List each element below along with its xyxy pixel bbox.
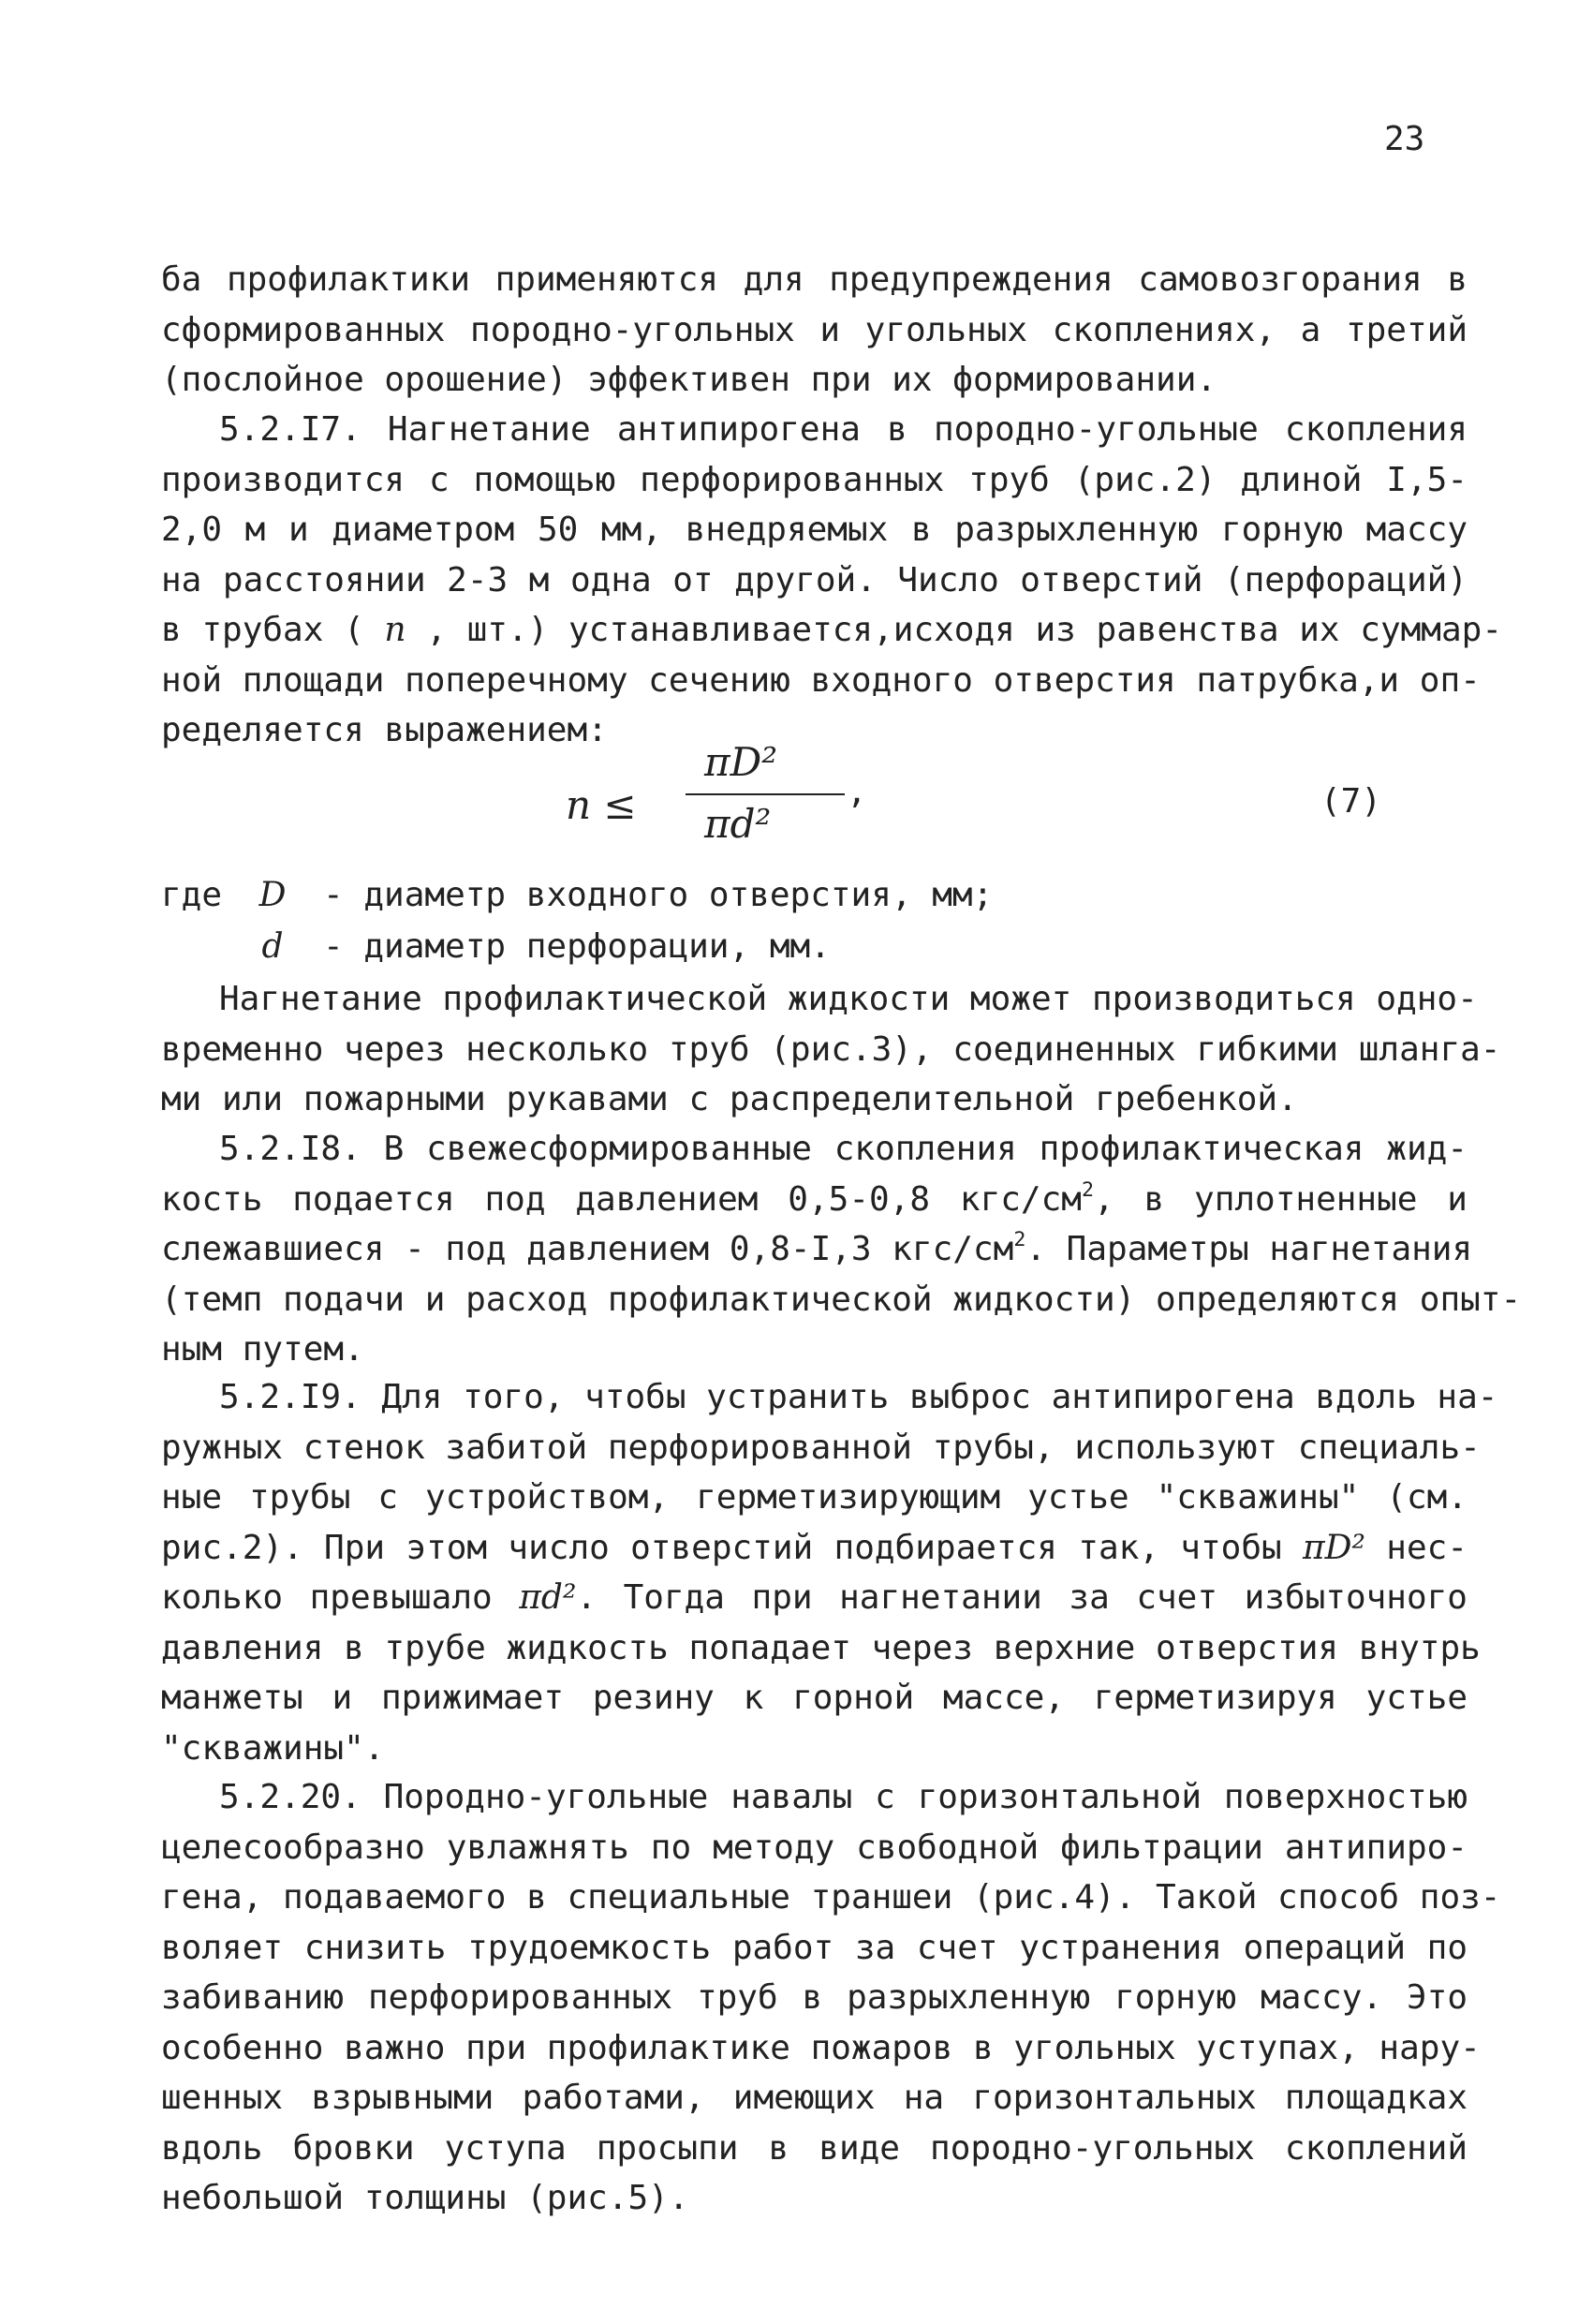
math-expression: πD² <box>1303 1528 1365 1567</box>
paragraph-5-2-19 <box>161 1372 1498 1773</box>
text-line: особенно важно при профилактике пожаров в угольных уступах, нару- <box>161 2028 1481 2067</box>
symbol-n: n <box>384 611 406 649</box>
text-line: воляет снизить трудоемкость работ за счет устранения операций по <box>161 1928 1468 1967</box>
text-line: ным путем. <box>161 1330 364 1369</box>
definition-symbol: D <box>258 876 287 914</box>
text-fragment: . Параметры нагнетания <box>1025 1230 1473 1268</box>
definition-text: - диаметр перфорации, мм. <box>323 927 831 966</box>
text-line <box>161 1175 1468 1225</box>
math-expression: πd² <box>519 1578 577 1617</box>
page-number: 23 <box>1384 120 1425 158</box>
text-line: ба профилактики применяются для предупреждения самовозгорания в <box>161 260 1468 299</box>
formula-numerator: πD² <box>704 739 778 785</box>
definition-prefix: где <box>161 876 223 914</box>
text-line: 5.2.I9. Для того, чтобы устранить выброс антипирогена вдоль на- <box>219 1378 1498 1416</box>
text-line: ружных стенок забитой перфорированной трубы, используют специаль- <box>161 1428 1481 1467</box>
text-fragment: колько превышало <box>161 1578 520 1617</box>
text-line: производится с помощью перфорированных труб (рис.2) длиной I,5- <box>161 460 1468 499</box>
text-fragment: , в уплотненные и <box>1093 1179 1468 1219</box>
text-line: 5.2.I8. В свежесформированные скопления профилактическая жид- <box>219 1130 1468 1168</box>
text-line <box>161 1573 1468 1623</box>
text-line: "скважины". <box>161 1728 385 1768</box>
formula-7 <box>161 735 1468 857</box>
text-line: 5.2.I7. Нагнетание антипирогена в породно-угольные скопления <box>219 410 1468 449</box>
superscript: 2 <box>1081 1177 1094 1202</box>
text-line: ми или пожарными рукавами с распределительной гребенкой. <box>161 1080 1298 1118</box>
text-line <box>161 1523 1468 1574</box>
paragraph-5-2-18 <box>161 1124 1522 1375</box>
text-fragment: , шт.) устанавливается,исходя из равенства их суммар- <box>406 611 1502 649</box>
formula-lhs: n ≤ <box>566 782 637 828</box>
paragraph-5-2-20 <box>161 1772 1501 2224</box>
definition-D <box>161 870 993 921</box>
text-line: (послойное орошение) эффективен при их формировании. <box>161 361 1217 399</box>
formula-denominator: πd² <box>704 801 772 847</box>
text-fragment: рис.2). При этом число отверстий подбирается так, чтобы <box>161 1528 1303 1567</box>
text-fragment: нес- <box>1364 1528 1468 1567</box>
text-line: временно через несколько труб (рис.3), соединенных гибкими шланга- <box>161 1029 1501 1069</box>
text-line <box>161 605 1502 656</box>
text-line: небольшой толщины (рис.5). <box>161 2179 689 2217</box>
text-line: гена, подаваемого в специальные траншеи (рис.4). Такой способ поз- <box>161 1878 1501 1917</box>
text-line: (темп подачи и расход профилактической жидкости) определяются опыт- <box>161 1280 1522 1319</box>
equation-number: (7) <box>1320 782 1382 821</box>
text-line: ной площади поперечному сечению входного отверстия патрубка,и оп- <box>161 660 1481 700</box>
paragraph-continuation <box>161 255 1468 406</box>
text-line <box>161 1224 1473 1275</box>
text-fragment: слежавшиеся - под давлением 0,8-I,3 кгс/см <box>161 1230 1014 1268</box>
text-line: 2,0 м и диаметром 50 мм, внедряемых в разрыхленную горную массу <box>161 511 1468 549</box>
text-line: на расстоянии 2-3 м одна от другой. Число отверстий (перфораций) <box>161 560 1468 600</box>
text-line: ные трубы с устройством, герметизирующим устье "скважины" (см. <box>161 1478 1468 1517</box>
fraction-bar <box>686 793 845 795</box>
superscript: 2 <box>1013 1227 1026 1251</box>
paragraph-5-2-17 <box>161 405 1502 756</box>
definition-d <box>161 922 831 972</box>
paragraph-injection <box>161 974 1501 1125</box>
text-fragment: . Тогда при нагнетании за счет избыточного <box>576 1578 1468 1617</box>
text-line: забиванию перфорированных труб в разрыхленную горную массу. Это <box>161 1978 1468 2017</box>
text-fragment: в трубах ( <box>161 611 385 649</box>
text-line: шенных взрывными работами, имеющих на горизонтальных площадках <box>161 2079 1468 2117</box>
text-line: Нагнетание профилактической жидкости может производиться одно- <box>219 980 1478 1018</box>
formula-comma: , <box>847 773 867 811</box>
text-line: 5.2.20. Породно-угольные навалы с горизонтальной поверхностью <box>219 1778 1468 1816</box>
text-line: манжеты и прижимает резину к горной массе, герметизируя устье <box>161 1679 1468 1717</box>
text-line: ределяется выражением: <box>161 711 608 749</box>
text-line: вдоль бровки уступа просыпи в виде породно-угольных скоплений <box>161 2128 1468 2168</box>
text-fragment: кость подается под давлением 0,5-0,8 кгс/см <box>161 1179 1082 1219</box>
definition-text: - диаметр входного отверстия, мм; <box>323 876 994 914</box>
text-line: давления в трубе жидкость попадает через верхние отверстия внутрь <box>161 1628 1481 1667</box>
text-line: сформированных породно-угольных и угольных скоплениях, а третий <box>161 310 1468 349</box>
text-line: целесообразно увлажнять по методу свободной фильтрации антипиро- <box>161 1828 1468 1867</box>
definition-symbol: d <box>261 927 284 966</box>
